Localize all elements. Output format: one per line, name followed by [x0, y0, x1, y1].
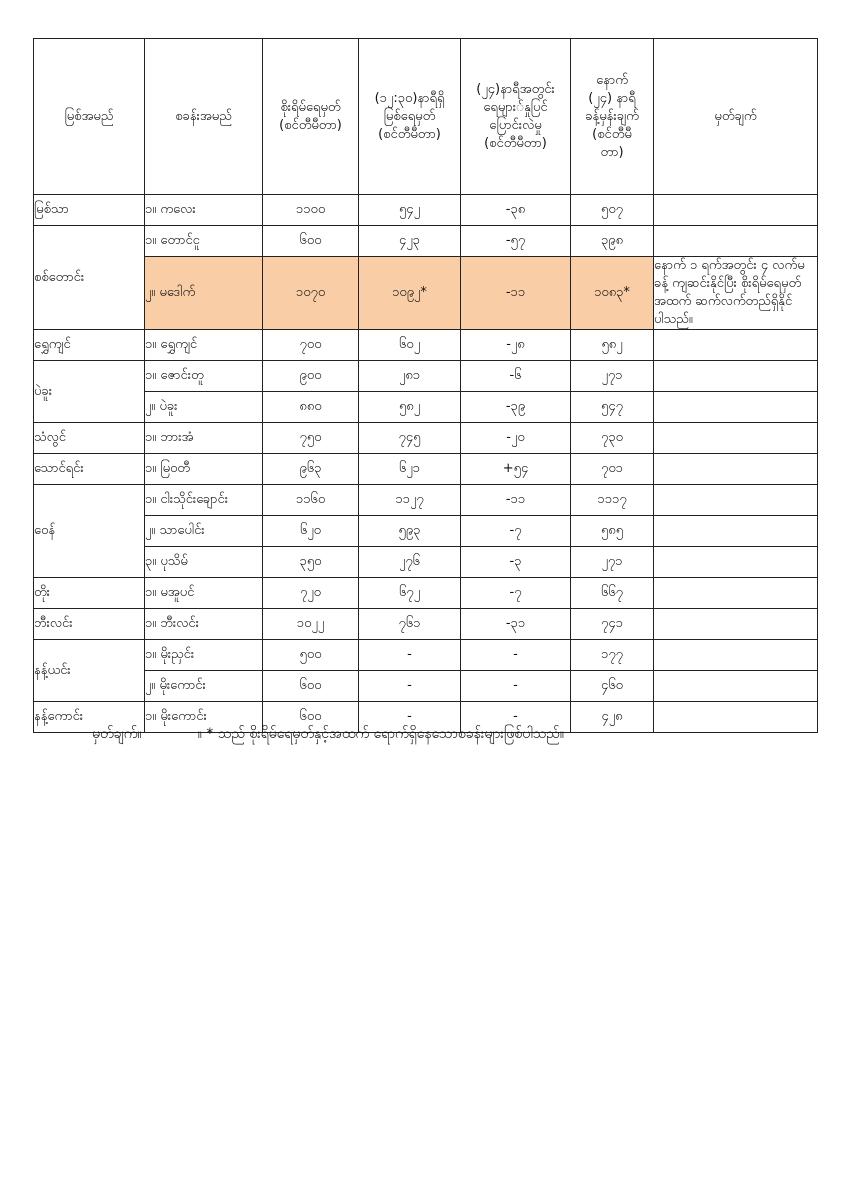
station-name-cell: ၂။ မိုးကောင်း — [145, 671, 263, 702]
table-row — [34, 392, 818, 423]
danger-level-cell: ၉၀၀ — [263, 361, 359, 392]
change-cell: -၃၁ — [461, 609, 571, 640]
forecast-cell: ၄၂၈ — [571, 702, 654, 733]
change-cell: -၃၉ — [461, 392, 571, 423]
remark-cell — [654, 702, 818, 733]
danger-level-cell: ၇၀၀ — [263, 330, 359, 361]
current-level-cell: ၆၇၂ — [359, 578, 461, 609]
change-cell: - — [461, 702, 571, 733]
remark-cell — [654, 361, 818, 392]
station-name-cell: ၁။ ဘီးလင်း — [145, 609, 263, 640]
remark-cell — [654, 671, 818, 702]
remark-cell — [654, 640, 818, 671]
station-name-cell: ၁။ ဇောင်းတူ — [145, 361, 263, 392]
river-name-cell: ရွှေကျင် — [34, 330, 145, 361]
table-row — [34, 516, 818, 547]
header-24h-change: (၂၄)နာရီအတွင်း ရေများ်နှုပြင် ပြောင်းလဲမှု (စင်တီမီတာ) — [461, 39, 571, 195]
remark-cell — [654, 226, 818, 257]
change-cell: -၇ — [461, 516, 571, 547]
remark-cell — [654, 516, 818, 547]
current-level-cell: ၆၀၂ — [359, 330, 461, 361]
station-name-cell: ၁။ ရွှေကျင် — [145, 330, 263, 361]
change-cell: +၅၄ — [461, 454, 571, 485]
table-row — [34, 485, 818, 516]
remark-cell — [654, 609, 818, 640]
remark-cell — [654, 547, 818, 578]
danger-level-cell: ၇၅၀ — [263, 423, 359, 454]
station-name-cell: ၁။ မအူပင် — [145, 578, 263, 609]
change-cell: -၁၁ — [461, 485, 571, 516]
table-row — [34, 578, 818, 609]
change-cell: -၇ — [461, 578, 571, 609]
remark-cell: နောက် ၁ ရက်အတွင်း ၄ လက်မခန့် ကျဆင်းနိုင်ပြီး စိုးရိမ်ရေမှတ်အထက် ဆက်လက်တည်ရှိနိုင်ပါသည်။ — [654, 257, 818, 330]
change-cell: - — [461, 640, 571, 671]
forecast-cell: ၇၄၁ — [571, 609, 654, 640]
current-level-cell: ၅၄၂ — [359, 195, 461, 226]
change-cell: -၃ — [461, 547, 571, 578]
change-cell: -၃၈ — [461, 195, 571, 226]
danger-level-cell: ၁၁၀၀ — [263, 195, 359, 226]
river-name-cell: သံလွင် — [34, 423, 145, 454]
danger-level-cell: ၉၆၃ — [263, 454, 359, 485]
station-name-cell: ၁။ မြဝတီ — [145, 454, 263, 485]
forecast-cell: ၅၀၇ — [571, 195, 654, 226]
current-level-cell: ၅၈၂ — [359, 392, 461, 423]
header-river-name: မြစ်အမည် — [34, 39, 145, 195]
table-row — [34, 330, 818, 361]
forecast-cell: ၁၇၇ — [571, 640, 654, 671]
forecast-cell: ၅၄၇ — [571, 392, 654, 423]
current-level-cell: ၂၈၁ — [359, 361, 461, 392]
current-level-cell: ၅၉၃ — [359, 516, 461, 547]
header-remarks: မှတ်ချက် — [654, 39, 818, 195]
station-name-cell: ၁။ ဘားအံ — [145, 423, 263, 454]
forecast-cell: ၂၇၁ — [571, 547, 654, 578]
header-current-level: (၁၂:၃၀)နာရီရှိ မြစ်ရေမှတ် (စင်တီမီတာ) — [359, 39, 461, 195]
change-cell: -၆ — [461, 361, 571, 392]
danger-level-cell: ၇၂၀ — [263, 578, 359, 609]
current-level-cell: ၇၆၁ — [359, 609, 461, 640]
header-danger-level: စိုးရိမ်ရေမှတ် (စင်တီမီတာ) — [263, 39, 359, 195]
danger-level-cell: ၁၁၆၀ — [263, 485, 359, 516]
remark-cell — [654, 195, 818, 226]
river-name-cell: နန့်ယင်း — [34, 640, 145, 702]
station-name-cell: ၁။ ကလေး — [145, 195, 263, 226]
footnote — [92, 724, 564, 745]
remark-cell — [654, 330, 818, 361]
danger-level-cell: ၁၀၂၂ — [263, 609, 359, 640]
river-level-table — [33, 38, 818, 733]
table-row — [34, 547, 818, 578]
change-cell: -၂၀ — [461, 423, 571, 454]
danger-level-cell: ၅၀၀ — [263, 640, 359, 671]
forecast-cell: ၆၆၇ — [571, 578, 654, 609]
station-name-cell: ၁။ ငါးသိုင်းချောင်း — [145, 485, 263, 516]
header-station-name: စခန်းအမည် — [145, 39, 263, 195]
river-name-cell: စစ်တောင်း — [34, 226, 145, 330]
station-name-cell: ၁။ မိုးကောင်း — [145, 702, 263, 733]
remark-cell — [654, 578, 818, 609]
river-name-cell: ဝေန် — [34, 485, 145, 578]
header-24h-forecast: နောက် (၂၄) နာရီ ခန့်မှန်းချက် (စင်တီမီ တာ) — [571, 39, 654, 195]
forecast-cell: ၁၀၈၃* — [571, 257, 654, 330]
current-level-cell: - — [359, 702, 461, 733]
change-cell: -၁၁ — [461, 257, 571, 330]
table-row — [34, 195, 818, 226]
table-row — [34, 671, 818, 702]
station-name-cell: ၁။ တောင်ငူ — [145, 226, 263, 257]
remark-cell — [654, 392, 818, 423]
table-row — [34, 609, 818, 640]
forecast-cell: ၁၁၁၇ — [571, 485, 654, 516]
station-name-cell: ၂။ ပဲခူး — [145, 392, 263, 423]
current-level-cell: ၂၇၆ — [359, 547, 461, 578]
forecast-cell: ၃၉၈ — [571, 226, 654, 257]
river-name-cell: ဘီးလင်း — [34, 609, 145, 640]
remark-cell — [654, 485, 818, 516]
station-name-cell: ၃။ ပုသိမ် — [145, 547, 263, 578]
table-header-row — [34, 39, 818, 195]
danger-level-cell: ၁၀၇၀ — [263, 257, 359, 330]
forecast-cell: ၇၃၀ — [571, 423, 654, 454]
table-row — [34, 423, 818, 454]
station-name-cell: ၂။ သာပေါင်း — [145, 516, 263, 547]
change-cell: -၂၈ — [461, 330, 571, 361]
remark-cell — [654, 423, 818, 454]
current-level-cell: - — [359, 640, 461, 671]
danger-level-cell: ၆၂၀ — [263, 516, 359, 547]
footnote-label: မှတ်ချက်။ — [92, 726, 142, 742]
change-cell: - — [461, 671, 571, 702]
forecast-cell: ၂၇၁ — [571, 361, 654, 392]
river-name-cell: တိုး — [34, 578, 145, 609]
forecast-cell: ၇၀၁ — [571, 454, 654, 485]
table-row — [34, 454, 818, 485]
river-name-cell: ပဲခူး — [34, 361, 145, 423]
current-level-cell: ၆၂၁ — [359, 454, 461, 485]
forecast-cell: ၄၆၀ — [571, 671, 654, 702]
forecast-cell: ၅၈၂ — [571, 330, 654, 361]
current-level-cell: ၄၂၃ — [359, 226, 461, 257]
danger-level-cell: ၆၀၀ — [263, 226, 359, 257]
current-level-cell: ၁၀၉၂* — [359, 257, 461, 330]
footnote-text: ။ * သည် စိုးရိမ်ရေမှတ်နှင့်အထက် ရောက်ရှိနေသောစခန်းများဖြစ်ပါသည်။ — [197, 726, 564, 742]
river-name-cell: သောင်ရင်း — [34, 454, 145, 485]
current-level-cell: ၇၄၅ — [359, 423, 461, 454]
remark-cell — [654, 454, 818, 485]
river-name-cell: နန့်ကောင်း — [34, 702, 145, 733]
danger-level-cell: ၆၀၀ — [263, 671, 359, 702]
forecast-cell: ၅၈၅ — [571, 516, 654, 547]
table-row — [34, 226, 818, 257]
station-name-cell: ၂။ မဒေါက် — [145, 257, 263, 330]
river-name-cell: မြစ်သာ — [34, 195, 145, 226]
current-level-cell: ၁၁၂၇ — [359, 485, 461, 516]
station-name-cell: ၁။ မိုးညှင်း — [145, 640, 263, 671]
danger-level-cell: ၆၀၀ — [263, 702, 359, 733]
change-cell: -၅၇ — [461, 226, 571, 257]
table-row — [34, 640, 818, 671]
current-level-cell: - — [359, 671, 461, 702]
table-row — [34, 361, 818, 392]
danger-level-cell: ၃၅၀ — [263, 547, 359, 578]
danger-level-cell: ၈၈၀ — [263, 392, 359, 423]
table-row-above-danger — [34, 257, 818, 330]
